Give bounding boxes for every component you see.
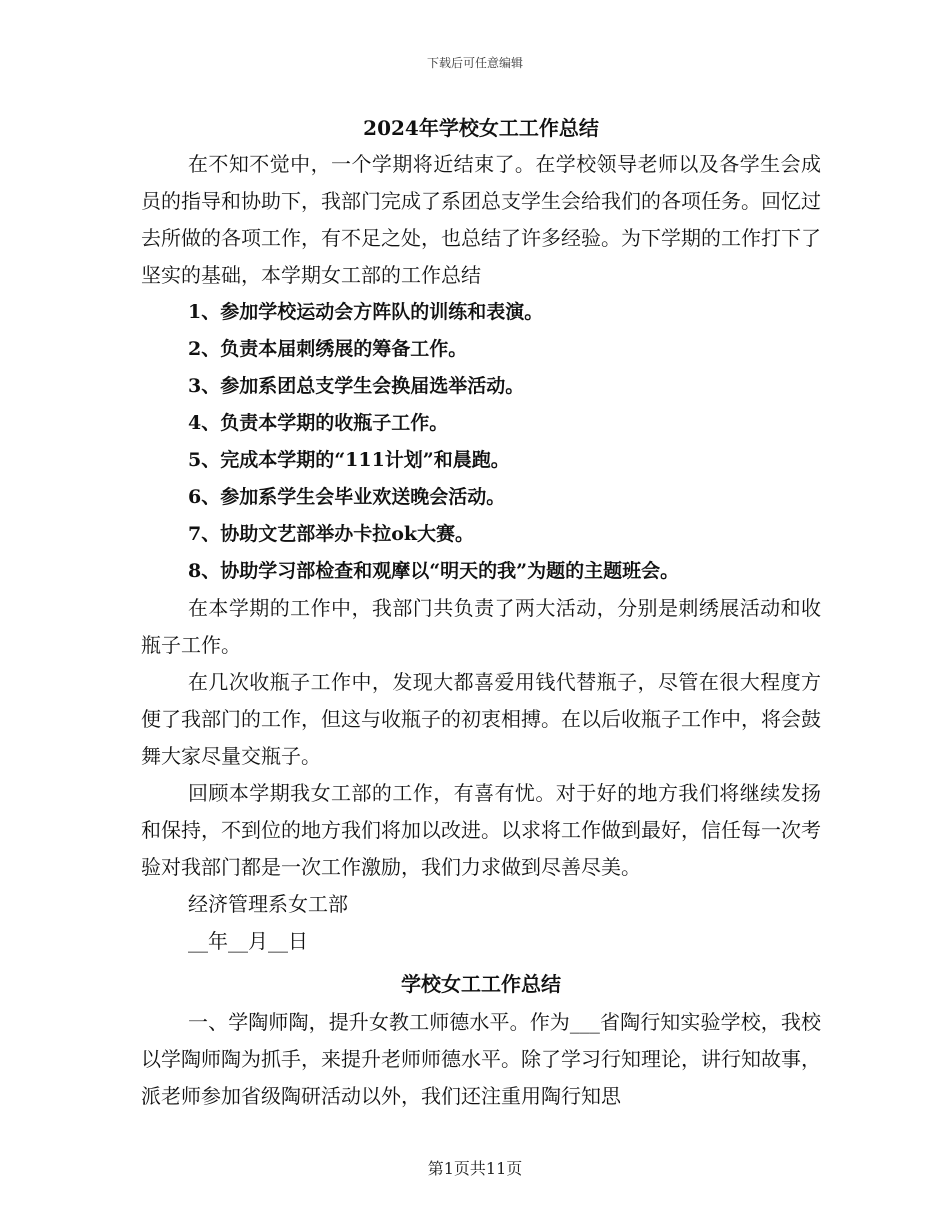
second-title: 学校女工工作总结 <box>401 972 561 996</box>
document-title: 2024年学校女工工作总结 <box>363 116 599 140</box>
list-item: 7、协助文艺部举办卡拉ok大赛。 <box>188 523 475 545</box>
list-item: 2、负责本届刺绣展的筹备工作。 <box>188 338 468 360</box>
date-line: __年__月__日 <box>188 929 308 953</box>
list-item: 5、完成本学期的“111计划”和晨跑。 <box>188 449 510 471</box>
task-list <box>141 294 821 590</box>
page-number: 第1页共11页 <box>427 1159 523 1178</box>
activities-paragraph: 在本学期的工作中，我部门共负责了两大活动，分别是刺绣展活动和收瓶子工作。 <box>141 596 821 657</box>
list-item: 6、参加系学生会毕业欢送晚会活动。 <box>188 486 506 508</box>
document-body <box>141 110 821 1115</box>
list-item: 8、协助学习部检查和观摩以“明天的我”为题的主题班会。 <box>188 560 680 582</box>
section-one-paragraph: 一、学陶师陶，提升女教工师德水平。作为___省陶行知实验学校，我校以学陶师陶为抓手，来提升老师师德水平。除了学习行知理论，讲行知故事，派老师参加省级陶研活动以外，我们还注重用陶行知思 <box>141 1010 821 1108</box>
review-paragraph: 回顾本学期我女工部的工作，有喜有忧。对于好的地方我们将继续发扬和保持，不到位的地方我们将加以改进。以求将工作做到最好，信任每一次考验对我部门都是一次工作激励，我们力求做到尽善尽美。 <box>141 781 821 879</box>
signature: 经济管理系女工部 <box>188 892 348 916</box>
intro-paragraph: 在不知不觉中，一个学期将近结束了。在学校领导老师以及各学生会成员的指导和协助下，我部门完成了系团总支学生会给我们的各项任务。回忆过去所做的各项工作，有不足之处，也总结了许多经验。为下学期的工作打下了坚实的基础，本学期女工部的工作总结 <box>141 152 821 287</box>
bottle-collection-paragraph: 在几次收瓶子工作中，发现大都喜爱用钱代替瓶子，尽管在很大程度方便了我部门的工作，但这与收瓶子的初衷相搏。在以后收瓶子工作中，将会鼓舞大家尽量交瓶子。 <box>141 670 821 768</box>
list-item: 4、负责本学期的收瓶子工作。 <box>188 412 449 434</box>
page-header-note: 下载后可任意编辑 <box>426 56 523 70</box>
list-item: 1、参加学校运动会方阵队的训练和表演。 <box>188 301 544 323</box>
list-item: 3、参加系团总支学生会换届选举活动。 <box>188 375 525 397</box>
